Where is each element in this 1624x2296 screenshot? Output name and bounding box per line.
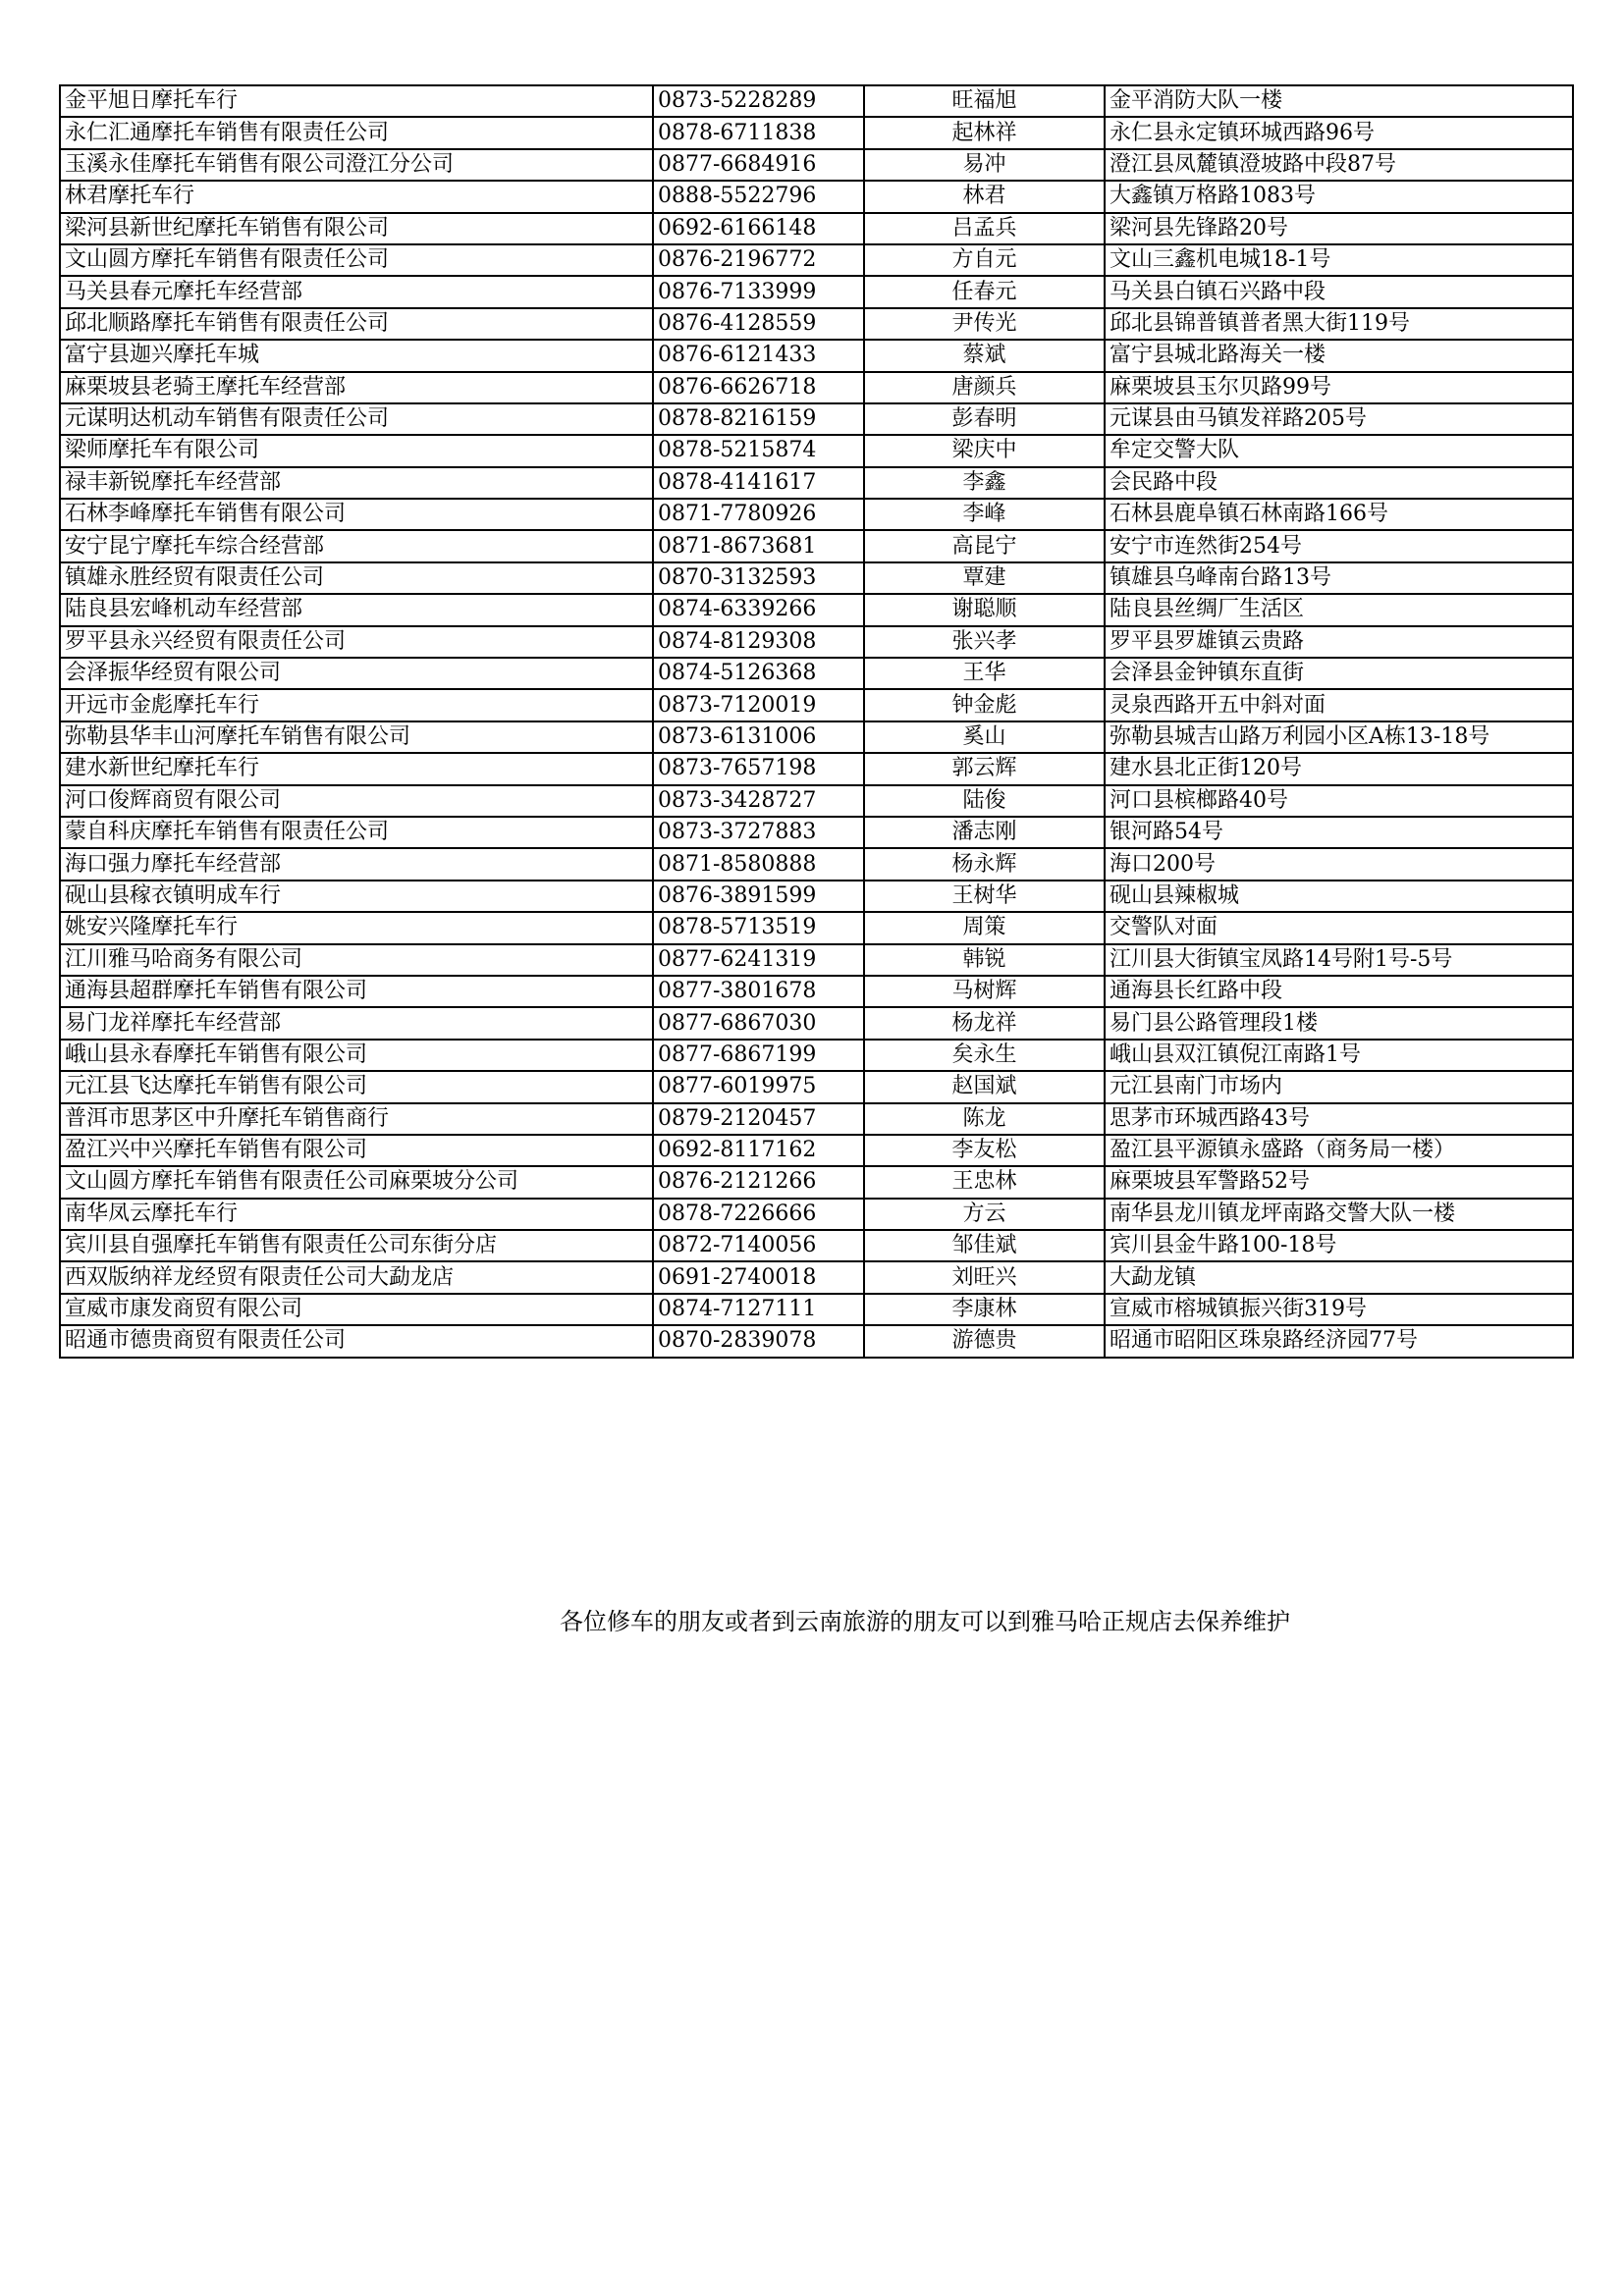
dealer-phone-cell: 0877-6867030 xyxy=(653,1007,864,1039)
dealer-name-cell: 姚安兴隆摩托车行 xyxy=(60,912,653,943)
table-row xyxy=(60,403,1573,435)
dealer-address-cell: 安宁市连然街254号 xyxy=(1105,530,1573,561)
dealer-name-cell: 元江县飞达摩托车销售有限公司 xyxy=(60,1071,653,1102)
dealer-name-cell: 砚山县稼衣镇明成车行 xyxy=(60,881,653,912)
table-row xyxy=(60,467,1573,499)
table-row xyxy=(60,658,1573,689)
dealer-name-cell: 梁师摩托车有限公司 xyxy=(60,435,653,466)
dealer-phone-cell: 0878-5713519 xyxy=(653,912,864,943)
dealer-contact-cell: 李鑫 xyxy=(864,467,1105,499)
dealer-name-cell: 马关县春元摩托车经营部 xyxy=(60,276,653,307)
dealer-phone-cell: 0873-3428727 xyxy=(653,785,864,817)
table-row xyxy=(60,244,1573,276)
dealer-phone-cell: 0888-5522796 xyxy=(653,181,864,212)
table-row xyxy=(60,721,1573,753)
dealer-phone-cell: 0877-3801678 xyxy=(653,976,864,1007)
dealer-name-cell: 宾川县自强摩托车销售有限责任公司东街分店 xyxy=(60,1230,653,1261)
dealer-phone-cell: 0878-7226666 xyxy=(653,1199,864,1230)
dealer-contact-cell: 梁庆中 xyxy=(864,435,1105,466)
dealer-contact-cell: 刘旺兴 xyxy=(864,1261,1105,1293)
dealer-name-cell: 镇雄永胜经贸有限责任公司 xyxy=(60,562,653,594)
dealer-name-cell: 文山圆方摩托车销售有限责任公司 xyxy=(60,244,653,276)
dealer-contact-cell: 王树华 xyxy=(864,881,1105,912)
table-row xyxy=(60,1261,1573,1293)
dealer-phone-cell: 0876-4128559 xyxy=(653,308,864,340)
dealer-name-cell: 永仁汇通摩托车销售有限责任公司 xyxy=(60,117,653,148)
table-row xyxy=(60,435,1573,466)
dealer-contact-cell: 矣永生 xyxy=(864,1040,1105,1071)
dealer-name-cell: 西双版纳祥龙经贸有限责任公司大勐龙店 xyxy=(60,1261,653,1293)
dealer-phone-cell: 0874-5126368 xyxy=(653,658,864,689)
table-row xyxy=(60,881,1573,912)
dealer-name-cell: 宣威市康发商贸有限公司 xyxy=(60,1294,653,1325)
dealer-name-cell: 河口俊辉商贸有限公司 xyxy=(60,785,653,817)
dealer-name-cell: 通海县超群摩托车销售有限公司 xyxy=(60,976,653,1007)
table-row xyxy=(60,1135,1573,1166)
dealer-name-cell: 文山圆方摩托车销售有限责任公司麻栗坡分公司 xyxy=(60,1166,653,1198)
dealer-contact-cell: 高昆宁 xyxy=(864,530,1105,561)
dealer-contact-cell: 陆俊 xyxy=(864,785,1105,817)
dealer-phone-cell: 0873-6131006 xyxy=(653,721,864,753)
dealer-phone-cell: 0878-4141617 xyxy=(653,467,864,499)
table-row xyxy=(60,817,1573,848)
dealer-phone-cell: 0876-6626718 xyxy=(653,372,864,403)
dealer-contact-cell: 钟金彪 xyxy=(864,689,1105,721)
dealer-contact-cell: 唐颜兵 xyxy=(864,372,1105,403)
dealer-contact-cell: 陈龙 xyxy=(864,1103,1105,1135)
dealer-address-cell: 牟定交警大队 xyxy=(1105,435,1573,466)
dealer-address-cell: 宣威市榕城镇振兴街319号 xyxy=(1105,1294,1573,1325)
dealer-address-cell: 江川县大街镇宝凤路14号附1号-5号 xyxy=(1105,944,1573,976)
dealer-address-cell: 宾川县金牛路100-18号 xyxy=(1105,1230,1573,1261)
dealer-address-cell: 马关县白镇石兴路中段 xyxy=(1105,276,1573,307)
dealer-address-cell: 昭通市昭阳区珠泉路经济园77号 xyxy=(1105,1325,1573,1357)
dealer-name-cell: 普洱市思茅区中升摩托车销售商行 xyxy=(60,1103,653,1135)
dealer-address-cell: 罗平县罗雄镇云贵路 xyxy=(1105,626,1573,658)
table-row xyxy=(60,530,1573,561)
dealer-name-cell: 易门龙祥摩托车经营部 xyxy=(60,1007,653,1039)
dealer-address-cell: 大鑫镇万格路1083号 xyxy=(1105,181,1573,212)
dealer-name-cell: 江川雅马哈商务有限公司 xyxy=(60,944,653,976)
dealer-name-cell: 南华凤云摩托车行 xyxy=(60,1199,653,1230)
dealer-contact-cell: 林君 xyxy=(864,181,1105,212)
dealer-contact-cell: 李峰 xyxy=(864,499,1105,530)
dealer-address-cell: 邱北县锦普镇普者黑大街119号 xyxy=(1105,308,1573,340)
table-row xyxy=(60,1040,1573,1071)
dealer-phone-cell: 0692-6166148 xyxy=(653,213,864,244)
dealer-address-cell: 麻栗坡县军警路52号 xyxy=(1105,1166,1573,1198)
dealer-contact-cell: 赵国斌 xyxy=(864,1071,1105,1102)
dealer-address-cell: 南华县龙川镇龙坪南路交警大队一楼 xyxy=(1105,1199,1573,1230)
dealer-phone-cell: 0870-2839078 xyxy=(653,1325,864,1357)
dealer-phone-cell: 0878-8216159 xyxy=(653,403,864,435)
dealer-contact-cell: 王华 xyxy=(864,658,1105,689)
dealer-contact-cell: 方自元 xyxy=(864,244,1105,276)
dealer-contact-cell: 彭春明 xyxy=(864,403,1105,435)
dealer-name-cell: 建水新世纪摩托车行 xyxy=(60,753,653,784)
dealer-address-cell: 海口200号 xyxy=(1105,848,1573,880)
table-row xyxy=(60,944,1573,976)
dealer-name-cell: 弥勒县华丰山河摩托车销售有限公司 xyxy=(60,721,653,753)
dealer-name-cell: 海口强力摩托车经营部 xyxy=(60,848,653,880)
dealer-address-cell: 盈江县平源镇永盛路（商务局一楼） xyxy=(1105,1135,1573,1166)
dealer-contact-cell: 郭云辉 xyxy=(864,753,1105,784)
dealer-contact-cell: 杨永辉 xyxy=(864,848,1105,880)
dealer-address-cell: 弥勒县城吉山路万利园小区A栋13-18号 xyxy=(1105,721,1573,753)
table-row xyxy=(60,1103,1573,1135)
dealer-phone-cell: 0871-7780926 xyxy=(653,499,864,530)
table-row xyxy=(60,976,1573,1007)
dealer-name-cell: 陆良县宏峰机动车经营部 xyxy=(60,594,653,625)
table-row xyxy=(60,689,1573,721)
table-row xyxy=(60,1199,1573,1230)
dealer-table xyxy=(59,84,1574,1359)
dealer-address-cell: 会泽县金钟镇东直街 xyxy=(1105,658,1573,689)
dealer-phone-cell: 0876-3891599 xyxy=(653,881,864,912)
dealer-contact-cell: 任春元 xyxy=(864,276,1105,307)
dealer-contact-cell: 尹传光 xyxy=(864,308,1105,340)
dealer-contact-cell: 邹佳斌 xyxy=(864,1230,1105,1261)
dealer-address-cell: 易门县公路管理段1楼 xyxy=(1105,1007,1573,1039)
dealer-phone-cell: 0878-6711838 xyxy=(653,117,864,148)
table-row xyxy=(60,1230,1573,1261)
dealer-phone-cell: 0871-8580888 xyxy=(653,848,864,880)
dealer-phone-cell: 0874-7127111 xyxy=(653,1294,864,1325)
dealer-phone-cell: 0871-8673681 xyxy=(653,530,864,561)
dealer-address-cell: 大勐龙镇 xyxy=(1105,1261,1573,1293)
dealer-phone-cell: 0873-7657198 xyxy=(653,753,864,784)
dealer-address-cell: 石林县鹿阜镇石林南路166号 xyxy=(1105,499,1573,530)
dealer-phone-cell: 0877-6019975 xyxy=(653,1071,864,1102)
dealer-name-cell: 昭通市德贵商贸有限责任公司 xyxy=(60,1325,653,1357)
table-row xyxy=(60,753,1573,784)
dealer-phone-cell: 0876-6121433 xyxy=(653,340,864,371)
dealer-name-cell: 梁河县新世纪摩托车销售有限公司 xyxy=(60,213,653,244)
dealer-phone-cell: 0877-6684916 xyxy=(653,149,864,181)
dealer-address-cell: 通海县长红路中段 xyxy=(1105,976,1573,1007)
dealer-contact-cell: 张兴孝 xyxy=(864,626,1105,658)
dealer-address-cell: 文山三鑫机电城18-1号 xyxy=(1105,244,1573,276)
dealer-contact-cell: 杨龙祥 xyxy=(864,1007,1105,1039)
dealer-name-cell: 金平旭日摩托车行 xyxy=(60,85,653,117)
dealer-address-cell: 麻栗坡县玉尔贝路99号 xyxy=(1105,372,1573,403)
dealer-contact-cell: 李康林 xyxy=(864,1294,1105,1325)
dealer-contact-cell: 吕孟兵 xyxy=(864,213,1105,244)
table-row xyxy=(60,1294,1573,1325)
dealer-name-cell: 富宁县迦兴摩托车城 xyxy=(60,340,653,371)
table-row xyxy=(60,912,1573,943)
dealer-phone-cell: 0876-2196772 xyxy=(653,244,864,276)
dealer-phone-cell: 0692-8117162 xyxy=(653,1135,864,1166)
table-row xyxy=(60,626,1573,658)
table-row xyxy=(60,785,1573,817)
dealer-name-cell: 禄丰新锐摩托车经营部 xyxy=(60,467,653,499)
dealer-phone-cell: 0872-7140056 xyxy=(653,1230,864,1261)
dealer-name-cell: 石林李峰摩托车销售有限公司 xyxy=(60,499,653,530)
dealer-contact-cell: 王忠林 xyxy=(864,1166,1105,1198)
dealer-phone-cell: 0874-6339266 xyxy=(653,594,864,625)
dealer-name-cell: 盈江兴中兴摩托车销售有限公司 xyxy=(60,1135,653,1166)
dealer-address-cell: 金平消防大队一楼 xyxy=(1105,85,1573,117)
dealer-address-cell: 永仁县永定镇环城西路96号 xyxy=(1105,117,1573,148)
dealer-phone-cell: 0878-5215874 xyxy=(653,435,864,466)
table-row xyxy=(60,1325,1573,1357)
dealer-contact-cell: 游德贵 xyxy=(864,1325,1105,1357)
table-row xyxy=(60,149,1573,181)
dealer-address-cell: 澄江县凤麓镇澄坡路中段87号 xyxy=(1105,149,1573,181)
dealer-phone-cell: 0874-8129308 xyxy=(653,626,864,658)
table-row xyxy=(60,340,1573,371)
dealer-phone-cell: 0876-7133999 xyxy=(653,276,864,307)
dealer-address-cell: 河口县槟榔路40号 xyxy=(1105,785,1573,817)
dealer-address-cell: 元谋县由马镇发祥路205号 xyxy=(1105,403,1573,435)
dealer-phone-cell: 0877-6867199 xyxy=(653,1040,864,1071)
dealer-phone-cell: 0879-2120457 xyxy=(653,1103,864,1135)
dealer-name-cell: 会泽振华经贸有限公司 xyxy=(60,658,653,689)
dealer-contact-cell: 韩锐 xyxy=(864,944,1105,976)
table-row xyxy=(60,276,1573,307)
dealer-address-cell: 镇雄县乌峰南台路13号 xyxy=(1105,562,1573,594)
footer-note: 各位修车的朋友或者到云南旅游的朋友可以到雅马哈正规店去保养维护 xyxy=(560,1608,1290,1635)
dealer-name-cell: 罗平县永兴经贸有限责任公司 xyxy=(60,626,653,658)
dealer-address-cell: 峨山县双江镇倪江南路1号 xyxy=(1105,1040,1573,1071)
dealer-phone-cell: 0876-2121266 xyxy=(653,1166,864,1198)
dealer-phone-cell: 0873-5228289 xyxy=(653,85,864,117)
dealer-name-cell: 林君摩托车行 xyxy=(60,181,653,212)
dealer-name-cell: 蒙自科庆摩托车销售有限责任公司 xyxy=(60,817,653,848)
dealer-contact-cell: 周策 xyxy=(864,912,1105,943)
dealer-name-cell: 元谋明达机动车销售有限责任公司 xyxy=(60,403,653,435)
table-row xyxy=(60,117,1573,148)
dealer-address-cell: 灵泉西路开五中斜对面 xyxy=(1105,689,1573,721)
dealer-name-cell: 开远市金彪摩托车行 xyxy=(60,689,653,721)
dealer-contact-cell: 奚山 xyxy=(864,721,1105,753)
dealer-contact-cell: 易冲 xyxy=(864,149,1105,181)
table-row xyxy=(60,499,1573,530)
dealer-address-cell: 思茅市环城西路43号 xyxy=(1105,1103,1573,1135)
dealer-contact-cell: 谢聪顺 xyxy=(864,594,1105,625)
table-row xyxy=(60,372,1573,403)
dealer-contact-cell: 起林祥 xyxy=(864,117,1105,148)
table-row xyxy=(60,562,1573,594)
dealer-address-cell: 富宁县城北路海关一楼 xyxy=(1105,340,1573,371)
table-row xyxy=(60,1166,1573,1198)
dealer-contact-cell: 潘志刚 xyxy=(864,817,1105,848)
table-row xyxy=(60,1071,1573,1102)
dealer-contact-cell: 蔡斌 xyxy=(864,340,1105,371)
dealer-address-cell: 银河路54号 xyxy=(1105,817,1573,848)
table-row xyxy=(60,213,1573,244)
dealer-name-cell: 安宁昆宁摩托车综合经营部 xyxy=(60,530,653,561)
table-row xyxy=(60,594,1573,625)
dealer-phone-cell: 0691-2740018 xyxy=(653,1261,864,1293)
dealer-contact-cell: 方云 xyxy=(864,1199,1105,1230)
dealer-address-cell: 陆良县丝绸厂生活区 xyxy=(1105,594,1573,625)
table-row xyxy=(60,848,1573,880)
dealer-address-cell: 会民路中段 xyxy=(1105,467,1573,499)
dealer-phone-cell: 0870-3132593 xyxy=(653,562,864,594)
table-row xyxy=(60,308,1573,340)
dealer-address-cell: 梁河县先锋路20号 xyxy=(1105,213,1573,244)
dealer-address-cell: 砚山县辣椒城 xyxy=(1105,881,1573,912)
dealer-table-body xyxy=(60,85,1573,1358)
dealer-name-cell: 玉溪永佳摩托车销售有限公司澄江分公司 xyxy=(60,149,653,181)
table-row xyxy=(60,181,1573,212)
dealer-contact-cell: 旺福旭 xyxy=(864,85,1105,117)
dealer-name-cell: 峨山县永春摩托车销售有限公司 xyxy=(60,1040,653,1071)
dealer-address-cell: 建水县北正街120号 xyxy=(1105,753,1573,784)
dealer-contact-cell: 覃建 xyxy=(864,562,1105,594)
dealer-contact-cell: 马树辉 xyxy=(864,976,1105,1007)
dealer-phone-cell: 0877-6241319 xyxy=(653,944,864,976)
table-row xyxy=(60,85,1573,117)
table-row xyxy=(60,1007,1573,1039)
dealer-address-cell: 元江县南门市场内 xyxy=(1105,1071,1573,1102)
dealer-name-cell: 邱北顺路摩托车销售有限责任公司 xyxy=(60,308,653,340)
dealer-phone-cell: 0873-7120019 xyxy=(653,689,864,721)
dealer-name-cell: 麻栗坡县老骑王摩托车经营部 xyxy=(60,372,653,403)
dealer-address-cell: 交警队对面 xyxy=(1105,912,1573,943)
dealer-contact-cell: 李友松 xyxy=(864,1135,1105,1166)
dealer-phone-cell: 0873-3727883 xyxy=(653,817,864,848)
